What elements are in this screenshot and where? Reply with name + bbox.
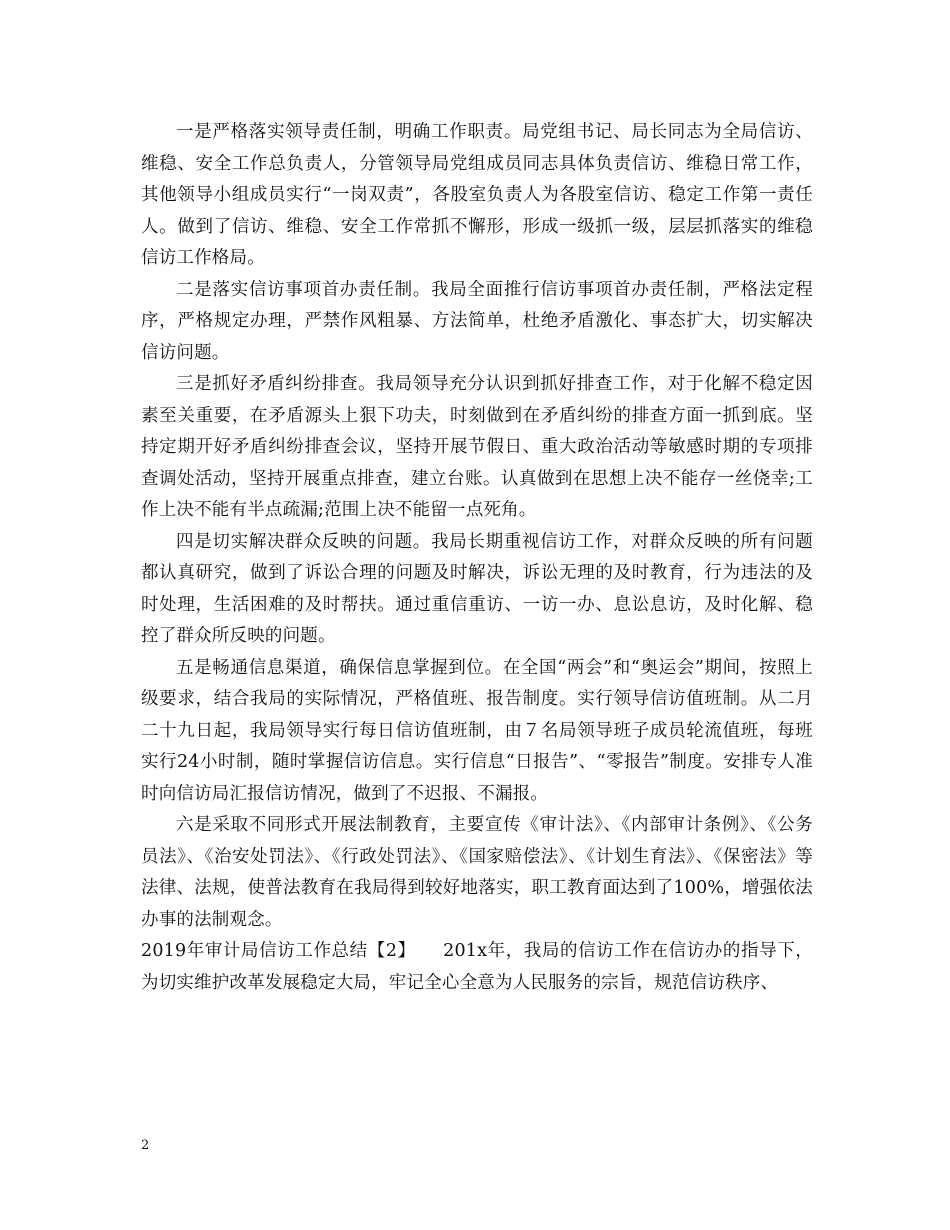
paragraph-3: 三是抓好矛盾纠纷排查。我局领导充分认识到抓好排查工作，对于化解不稳定因素至关重要，在矛盾源头上狠下功夫，时刻做到在矛盾纠纷的排查方面一抓到底。坚持定期开好矛盾纠纷排查会议，坚持开展节假日、重大政治活动等敏感时期的专项排查调处活动，坚持开展重点排查，建立台账。认真做到在思想上决不能存一丝侥幸;工作上决不能有半点疏漏;范围上决不能留一点死角。 [141, 374, 813, 520]
paragraph-6: 六是采取不同形式开展法制教育，主要宣传《审计法》、《内部审计条例》、《公务员法》、《治安处罚法》、《行政处罚法》、《国家赔偿法》、《计划生育法》、《保密法》等法律、法规，使普法教育在我局得到较好地落实，职工教育面达到了100%，增强依法办事的法制观念。 [141, 815, 813, 930]
document-body [141, 117, 813, 999]
paragraph-4: 四是切实解决群众反映的问题。我局长期重视信访工作，对群众反映的所有问题都认真研究，做到了诉讼合理的问题及时解决，诉讼无理的及时教育，行为违法的及时处理，生活困难的及时帮扶。通过重信重访、一访一办、息讼息访，及时化解、稳控了群众所反映的问题。 [141, 531, 813, 646]
paragraph-5: 五是畅通信息渠道，确保信息掌握到位。在全国“两会”和“奥运会”期间，按照上级要求，结合我局的实际情况，严格值班、报告制度。实行领导信访值班制。从二月二十九日起，我局领导实行每日信访值班制，由７名局领导班子成员轮流值班，每班实行24小时制，随时掌握信访信息。实行信息“日报告”、“零报告”制度。安排专人准时向信访局汇报信访情况，做到了不迟报、不漏报。 [141, 657, 813, 804]
paragraph-1: 一是严格落实领导责任制，明确工作职责。局党组书记、局长同志为全局信访、维稳、安全工作总负责人，分管领导局党组成员同志具体负责信访、维稳日常工作，其他领导小组成员实行“一岗双责”，各股室负责人为各股室信访、稳定工作第一责任人。做到了信访、维稳、安全工作常抓不懈形，形成一级抓一级，层层抓落实的维稳信访工作格局。 [141, 122, 813, 268]
page-number: 2 [141, 1138, 150, 1153]
paragraph-7-section-heading: 2019年审计局信访工作总结【2】 201x年，我局的信访工作在信访办的指导下，为切实维护改革发展稳定大局，牢记全心全意为人民服务的宗旨，规范信访秩序、 [141, 941, 813, 993]
paragraph-2: 二是落实信访事项首办责任制。我局全面推行信访事项首办责任制，严格法定程序，严格规定办理，严禁作风粗暴、方法简单，杜绝矛盾激化、事态扩大，切实解决信访问题。 [141, 279, 813, 363]
